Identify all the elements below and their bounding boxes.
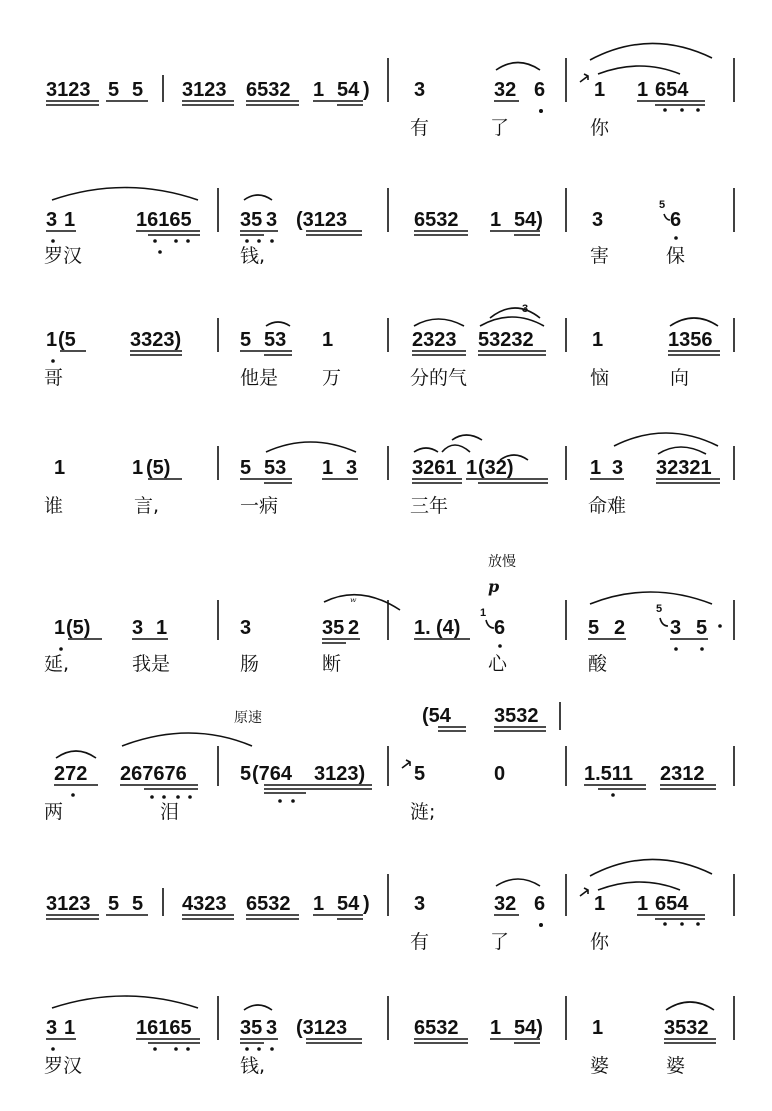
lyric: 钱, (240, 1055, 266, 1077)
note-group: 6532 (414, 209, 459, 231)
note: 1 (313, 79, 325, 101)
note: 5 (240, 329, 252, 351)
note-group: 1356 (668, 329, 713, 351)
tempo-marking: 放慢 (488, 554, 516, 570)
note: 1 (156, 617, 168, 639)
note: 3 (346, 457, 358, 479)
lyric: 万 (322, 367, 342, 389)
system-1 (46, 43, 734, 139)
note: 32 (494, 893, 517, 915)
note-group: (764 (252, 763, 293, 785)
note: 1 (594, 79, 606, 101)
note: 1 (132, 457, 144, 479)
note: 1 (637, 79, 649, 101)
note-group: 272 (54, 763, 88, 785)
note-group: (54 (422, 705, 451, 727)
note: 32 (494, 79, 517, 101)
note: 1. (414, 617, 431, 639)
grace-note: 1 (480, 607, 487, 619)
paren: ) (363, 893, 370, 915)
grace-note: 5 (659, 199, 666, 211)
note: 2 (348, 617, 360, 639)
lyric: 了 (490, 931, 510, 953)
lyric: 肠 (240, 653, 260, 675)
note-group: 54) (514, 1017, 543, 1039)
note-group: 654 (655, 79, 689, 101)
lyric: 他是 (240, 367, 279, 389)
note-group: 16165 (136, 209, 192, 231)
note: 1 (64, 209, 76, 231)
note: 2 (614, 617, 626, 639)
note-group: 3123 (182, 79, 227, 101)
note: 1 (46, 329, 58, 351)
note: 6 (494, 617, 506, 639)
note: 3 (132, 617, 144, 639)
note-group: 654 (655, 893, 689, 915)
note-group: 53 (264, 457, 287, 479)
lyric: 泪 (160, 801, 180, 823)
note: 3 (46, 1017, 58, 1039)
lyric: 钱, (240, 245, 266, 267)
note-group: 3532 (494, 705, 539, 727)
note: 3 (592, 209, 604, 231)
dynamic-marking: p (488, 577, 500, 596)
note-group: (4) (436, 617, 461, 639)
system-5 (44, 553, 734, 675)
note: 3 (46, 209, 58, 231)
lyric: 一病 (240, 495, 279, 517)
note-group: 2323 (412, 329, 457, 351)
note-group: 35 (240, 1017, 263, 1039)
note-group: 267676 (120, 763, 187, 785)
note: (5 (58, 329, 76, 351)
note: 1 (322, 457, 334, 479)
lyric: 罗汉 (44, 245, 83, 267)
note: 3 (612, 457, 624, 479)
note-group: (32) (478, 457, 514, 479)
note: 1 (313, 893, 325, 915)
lyric: 向 (670, 367, 690, 389)
note: 1 (637, 893, 649, 915)
note: 1 (322, 329, 334, 351)
note: 5 (588, 617, 600, 639)
lyric: 保 (666, 245, 686, 267)
lyric: 两 (44, 801, 64, 823)
note: 1 (490, 1017, 502, 1039)
note: 5 (696, 617, 708, 639)
note: 1 (64, 1017, 76, 1039)
note: 5 (108, 79, 120, 101)
lyric: 谁 (44, 495, 64, 517)
ornament-mark: ʷ (350, 595, 357, 609)
note: (5) (146, 457, 171, 479)
system-4 (44, 433, 734, 517)
note: 1 (594, 893, 606, 915)
note-group: 6532 (414, 1017, 459, 1039)
note: 6 (534, 79, 546, 101)
note: 3 (414, 79, 426, 101)
lyric: 有 (410, 117, 430, 139)
lyric: 我是 (132, 653, 171, 675)
lyric: 三年 (410, 495, 449, 517)
note-group: 35 (322, 617, 345, 639)
note: 3 (266, 1017, 278, 1039)
tuplet-mark: 3 (522, 303, 529, 315)
lyric: 了 (490, 117, 510, 139)
note: 1 (54, 457, 66, 479)
note: 1 (466, 457, 478, 479)
lyric: 断 (322, 653, 342, 675)
note: 3 (266, 209, 278, 231)
system-8 (44, 996, 734, 1077)
note-group: 3261 (412, 457, 457, 479)
grace-note: 5 (656, 603, 663, 615)
note: 3 (670, 617, 682, 639)
lyric: 害 (590, 245, 610, 267)
note: 1 (54, 617, 66, 639)
note-group: 6532 (246, 79, 291, 101)
lyric: 婆 (590, 1055, 610, 1077)
note: 1 (592, 1017, 604, 1039)
system-3 (44, 303, 734, 389)
note-group: 4323 (182, 893, 227, 915)
note-group: 16165 (136, 1017, 192, 1039)
lyric: 恼 (590, 367, 610, 389)
note-group: (3123 (296, 209, 348, 231)
lyric: 言, (134, 495, 160, 517)
note: 5 (240, 457, 252, 479)
note: 3 (240, 617, 252, 639)
note: 1 (592, 329, 604, 351)
lyric: 心 (488, 653, 508, 675)
note-group: 35 (240, 209, 263, 231)
note-group: (3123 (296, 1017, 348, 1039)
note: 5 (132, 79, 144, 101)
note-group: 3123 (46, 893, 91, 915)
system-7 (46, 859, 734, 953)
note-group: 3532 (664, 1017, 709, 1039)
note: 1 (490, 209, 502, 231)
note-group: 53232 (478, 329, 534, 351)
note: 5 (132, 893, 144, 915)
paren: ) (363, 79, 370, 101)
note-group: 54 (337, 893, 360, 915)
lyric: 你 (590, 931, 610, 953)
lyric: 婆 (666, 1055, 686, 1077)
note: 5 (240, 763, 252, 785)
note: 5 (108, 893, 120, 915)
note-group: 54 (337, 79, 360, 101)
note: 5 (414, 763, 426, 785)
note: 3 (414, 893, 426, 915)
note: 6 (534, 893, 546, 915)
note-group: 1.511 (584, 763, 633, 785)
lyric: 罗汉 (44, 1055, 83, 1077)
lyric: 延, (44, 653, 70, 675)
note: 1 (590, 457, 602, 479)
lyric: 涟; (410, 801, 436, 823)
note-group: 53 (264, 329, 287, 351)
system-6 (44, 702, 734, 823)
note: (5) (66, 617, 91, 639)
note-group: 6532 (246, 893, 291, 915)
lyric: 分的气 (410, 367, 468, 389)
lyric: 有 (410, 931, 430, 953)
lyric: 命难 (588, 495, 627, 517)
lyric: 酸 (588, 653, 608, 675)
note-group: 3123) (314, 763, 366, 785)
system-2 (44, 188, 734, 268)
lyric: 哥 (44, 367, 64, 389)
tempo-marking: 原速 (234, 710, 262, 726)
note-group: 2312 (660, 763, 705, 785)
note-group: 32321 (656, 457, 712, 479)
rest: 0 (494, 763, 506, 785)
lyric: 你 (590, 117, 610, 139)
note: 6 (670, 209, 682, 231)
note-group: 54) (514, 209, 543, 231)
note-group: 3123 (46, 79, 91, 101)
note-group: 3323) (130, 329, 182, 351)
